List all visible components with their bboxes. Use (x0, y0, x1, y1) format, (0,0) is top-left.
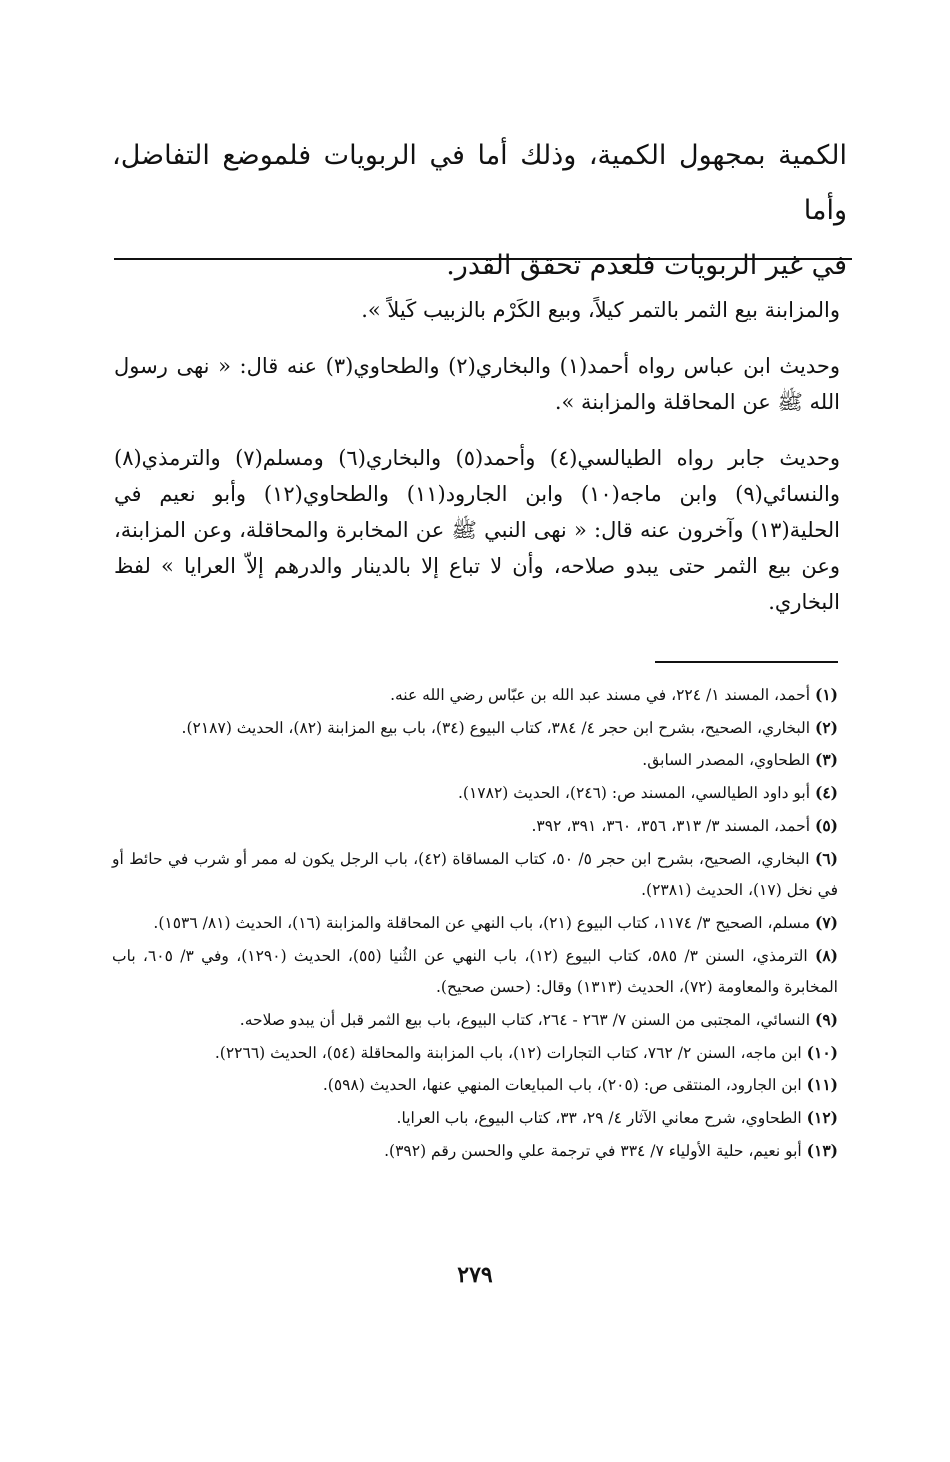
footnote-number: (١٢) (806, 1108, 838, 1128)
footnotes-list (112, 679, 838, 1168)
footnote-3 (112, 744, 838, 777)
footnote-number: (١٣) (806, 1140, 838, 1160)
commentary-paragraph-3: وحديث جابر رواه الطيالسي(٤) وأحمد(٥) والبخاري(٦) ومسلم(٧) والترمذي(٨) والنسائي(٩) وابن ماجه(١٠) وابن الجارود(١١) والطحاوي(١٢) وأبو نعيم في الحلية(١٣) وآخرون عنه قال: « نهى النبي ﷺ عن المخابرة والمحاقلة، وعن المزابنة، وعن بيع الثمر حتى يبدو صلاحه، وأن لا تباع إلا بالدينار والدرهم إلاّ العرايا » لفظ البخاري. (114, 446, 840, 614)
footnote-text: أبو داود الطيالسي، المسند ص: (٢٤٦)، الحديث (١٧٨٢). (457, 784, 811, 803)
footnote-10 (112, 1037, 838, 1070)
footnote-text: مسلم، الصحيح ٣/ ١١٧٤، كتاب البيوع (٢١)، باب النهي عن المحاقلة والمزابنة (١٦)، الحديث (٨١/ ١٥٣٦). (153, 913, 811, 932)
footnote-9 (112, 1004, 838, 1037)
footnote-number: (٥) (814, 815, 838, 835)
footnote-number: (١٠) (806, 1042, 838, 1062)
footnote-number: (٧) (814, 912, 838, 932)
footnote-7 (112, 907, 838, 940)
footnote-13 (112, 1135, 838, 1168)
footnote-text: أحمد، المسند ٣/ ٣١٣، ٣٥٦، ٣٦٠، ٣٩١، ٣٩٢. (531, 816, 811, 835)
footnote-number: (٣) (814, 750, 838, 770)
footnote-number: (١١) (806, 1075, 838, 1095)
footnote-4 (112, 777, 838, 810)
footnote-11 (112, 1069, 838, 1102)
footnote-6 (112, 843, 838, 907)
commentary-paragraph-1: والمزابنة بيع الثمر بالتمر كيلاً، وبيع الكَرْم بالزبيب كَيلاً ». (361, 298, 840, 322)
main-text-continuation (112, 128, 847, 293)
footnote-text: أبو نعيم، حلية الأولياء ٧/ ٣٣٤ في ترجمة علي والحسن رقم (٣٩٢). (384, 1141, 802, 1160)
commentary-section (114, 292, 840, 640)
footnote-2 (112, 712, 838, 745)
footnote-text: أحمد، المسند ١/ ٢٢٤، في مسند عبد الله بن عبّاس رضي الله عنه. (390, 686, 811, 704)
footnote-1 (112, 679, 838, 712)
footnote-number: (٢) (814, 717, 838, 737)
footnote-number: (٦) (814, 848, 838, 868)
page-number: ٢٧٩ (457, 1262, 493, 1288)
footnote-text: النسائي، المجتبى من السنن ٧/ ٢٦٣ - ٢٦٤، كتاب البيوع، باب بيع الثمر قبل أن يبدو صلاحه. (239, 1011, 811, 1030)
footnote-number: (٩) (814, 1010, 838, 1030)
footnote-text: البخاري، الصحيح، بشرح ابن حجر ٥/ ٥٠، كتاب المساقاة (٤٢)، باب الرجل يكون له ممر أو شرب في حائط أو في نخل (١٧)، الحديث (٢٣٨١). (112, 849, 838, 900)
footnote-text: ابن الجارود، المنتقى ص: (٢٠٥)، باب المبايعات المنهي عنها، الحديث (٥٩٨). (322, 1076, 802, 1095)
footnote-8 (112, 940, 838, 1004)
footnote-number: (٤) (814, 783, 838, 803)
footnote-text: الطحاوي، المصدر السابق. (642, 751, 811, 770)
footnote-number: (٨) (815, 945, 839, 965)
commentary-paragraph-2: وحديث ابن عباس رواه أحمد(١) والبخاري(٢) والطحاوي(٣) عنه قال: « نهى رسول الله ﷺ عن المحاقلة والمزابنة ». (114, 354, 841, 414)
footnote-5 (112, 810, 838, 843)
footnote-number: (١) (814, 685, 838, 704)
footnote-text: ابن ماجه، السنن ٢/ ٧٦٢، كتاب التجارات (١٢)، باب المزابنة والمحاقلة (٥٤)، الحديث (٢٢٦٦). (214, 1043, 802, 1062)
footnote-text: الطحاوي، شرح معاني الآثار ٤/ ٢٩، ٣٣، كتاب البيوع، باب العرايا. (396, 1109, 802, 1128)
footnote-text: البخاري، الصحيح، بشرح ابن حجر ٤/ ٣٨٤، كتاب البيوع (٣٤)، باب بيع المزابنة (٨٢)، الحديث (٢١٨٧). (181, 718, 811, 737)
main-text-line-2: في غير الربويات فلعدم تحقق القدر. (446, 250, 847, 281)
section-divider (114, 258, 852, 260)
footnote-text: الترمذي، السنن ٣/ ٥٨٥، كتاب البيوع (١٢)، باب النهي عن الثُنيا (٥٥)، الحديث (١٢٩٠)، وفي ٣/ ٦٠٥، باب المخابرة والمعاومة (٧٢)، الحديث (١٣١٣) وقال: (حسن صحيح). (112, 946, 838, 997)
footnote-divider (655, 661, 838, 663)
main-text-line-1: الكمية بمجهول الكمية، وذلك أما في الربويات فلموضع التفاضل، وأما (112, 140, 847, 226)
footnote-12 (112, 1102, 838, 1135)
